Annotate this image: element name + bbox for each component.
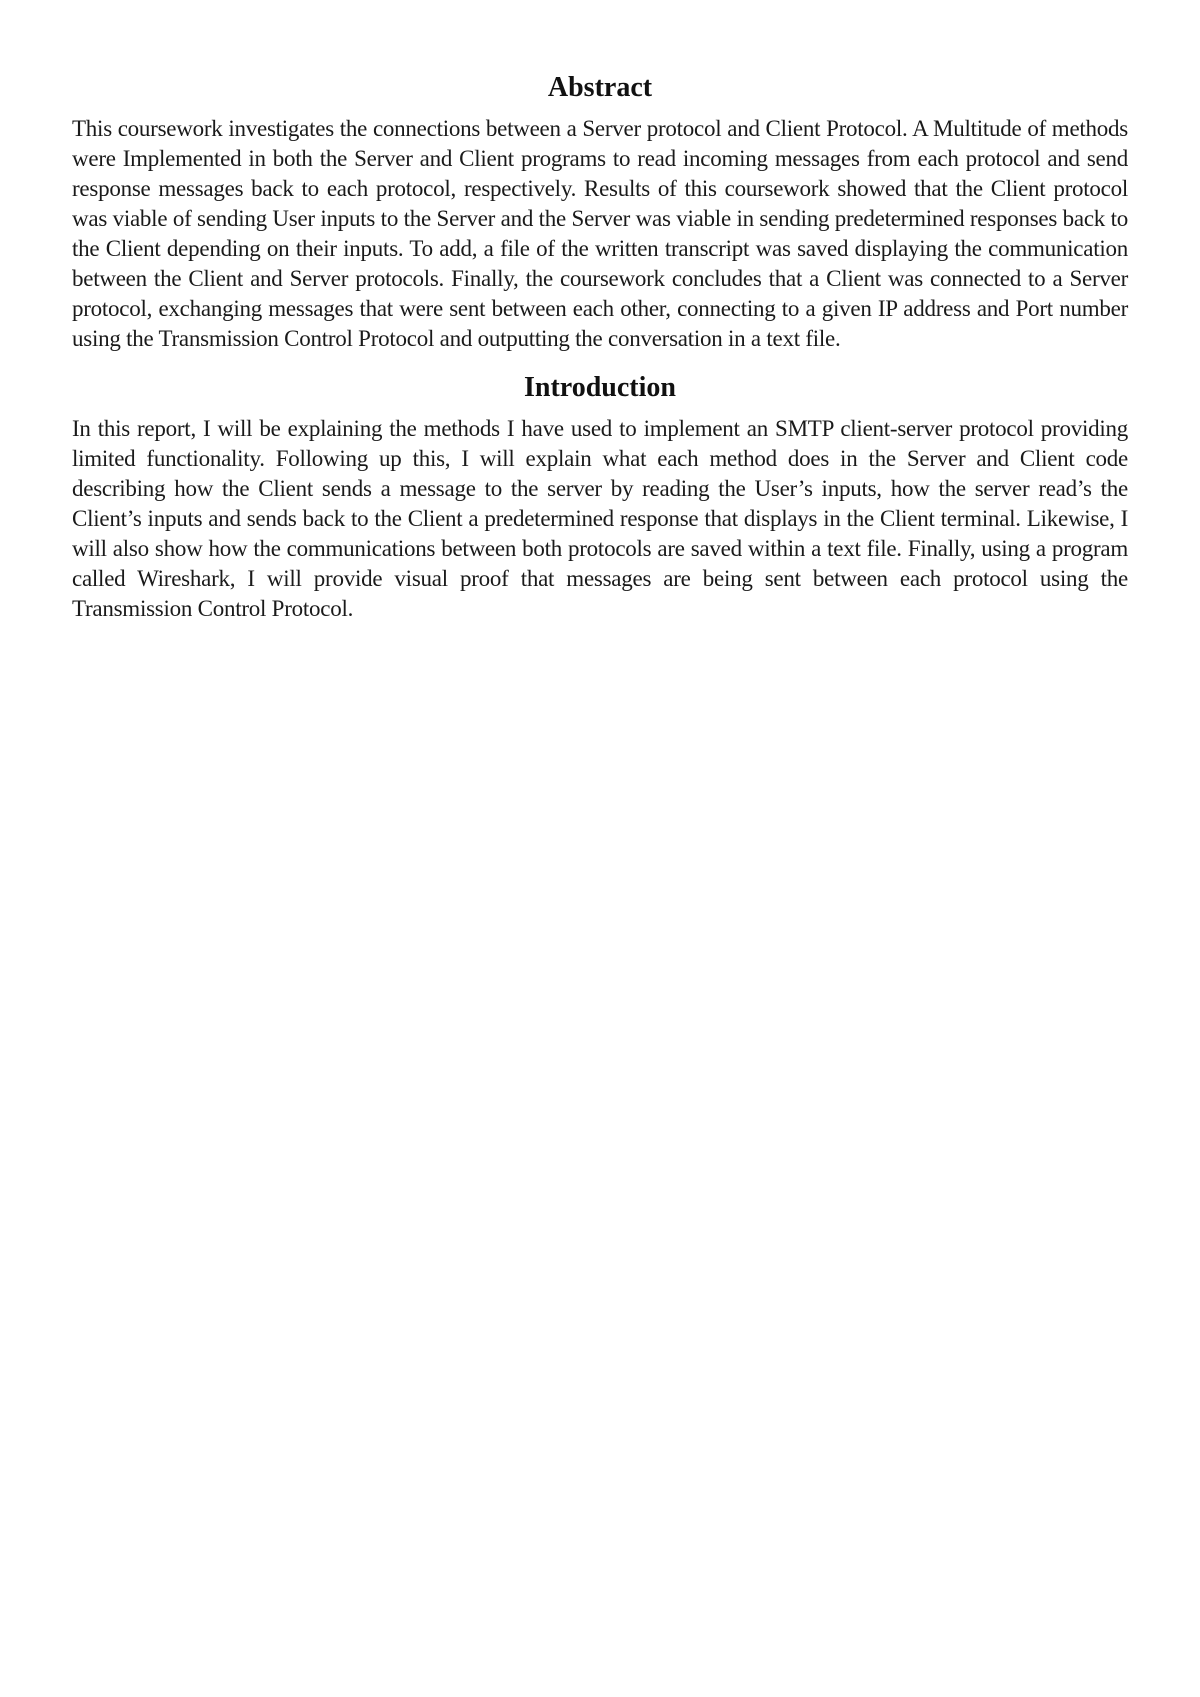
abstract-paragraph: This coursework investigates the connections between a Server protocol and Client Protocol. A Multitude of methods were Implemented in both the Server and Client programs to read incoming messages from each protocol and send response messages back to each protocol, respectively. Results of this coursework showed that the Client protocol was viable of sending User inputs to the Server and the Server was viable in sending predetermined responses back to the Client depending on their inputs. To add, a file of the written transcript was saved displaying the communication between the Client and Server protocols. Finally, the coursework concludes that a Client was connected to a Server protocol, exchanging messages that were sent between each other, connecting to a given IP address and Port number using the Transmission Control Protocol and outputting the conversation in a text file. — [72, 116, 1128, 351]
abstract-section — [72, 68, 1128, 354]
introduction-section — [72, 368, 1128, 624]
abstract-heading: Abstract — [547, 72, 653, 103]
introduction-paragraph: In this report, I will be explaining the methods I have used to implement an SMTP client-server protocol providing limited functionality. Following up this, I will explain what each method does in the Server and Client code describing how the Client sends a message to the server by reading the User’s inputs, how the server read’s the Client’s inputs and sends back to the Client a predetermined response that displays in the Client terminal. Likewise, I will also show how the communications between both protocols are saved within a text file. Finally, using a program called Wireshark, I will provide visual proof that messages are being sent between each protocol using the Transmission Control Protocol. — [72, 416, 1128, 621]
introduction-heading: Introduction — [524, 372, 676, 403]
